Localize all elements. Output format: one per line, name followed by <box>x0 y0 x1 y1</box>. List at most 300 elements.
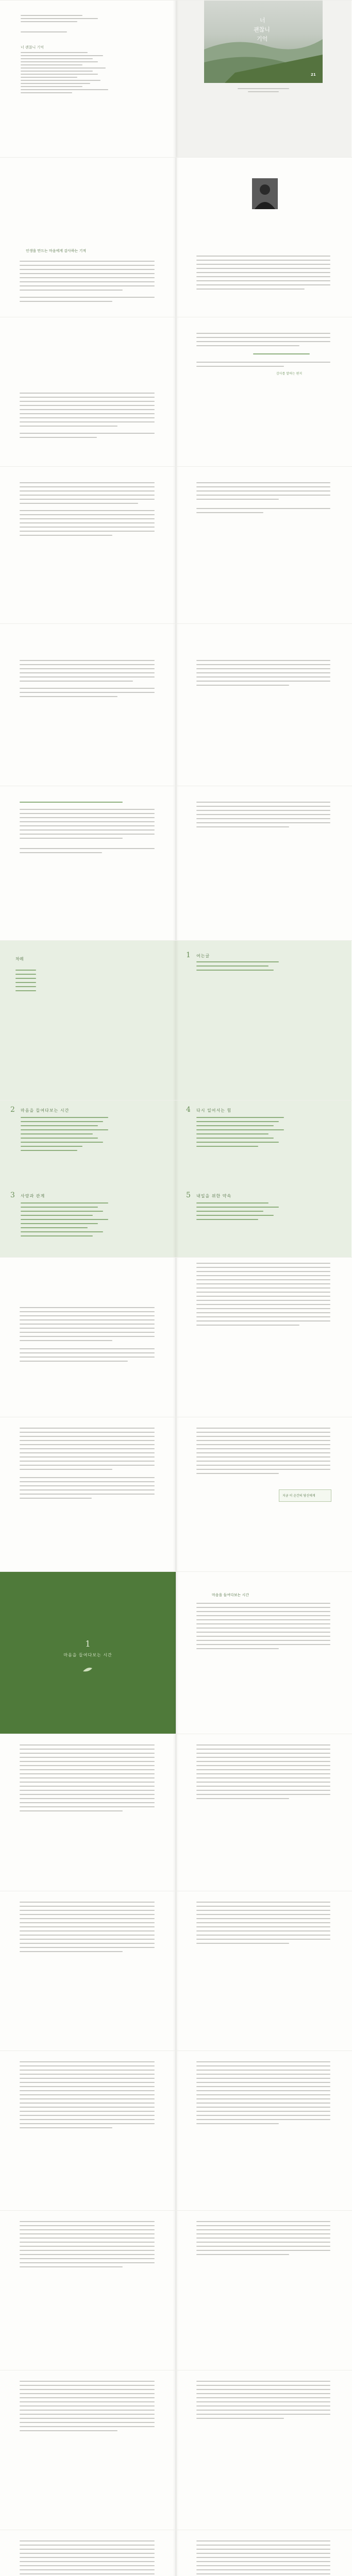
text-line <box>20 1452 155 1453</box>
text-line <box>196 2381 330 2382</box>
text-line <box>20 503 138 504</box>
text-line <box>20 1922 155 1923</box>
text-line <box>196 1906 330 1907</box>
text-line <box>196 1287 330 1289</box>
text-line <box>20 1744 155 1745</box>
text-line <box>20 482 155 483</box>
book-page <box>176 1258 351 1417</box>
text-line <box>196 1782 330 1783</box>
text-line <box>196 1765 330 1766</box>
text-line <box>20 405 155 406</box>
text-line <box>196 2082 330 2083</box>
text-line <box>196 810 330 811</box>
text-line <box>196 1611 330 1612</box>
gutter-shadow <box>173 941 179 1100</box>
text-line <box>248 91 279 92</box>
text-line <box>196 1926 330 1927</box>
book-page <box>176 2211 351 2370</box>
text-line <box>196 1603 330 1604</box>
gutter-shadow <box>173 2370 179 2530</box>
text-line <box>196 1428 330 1429</box>
text-line <box>20 1340 112 1341</box>
colophon-page <box>0 1 176 158</box>
cover-image <box>204 1 323 83</box>
text-line <box>20 1444 155 1445</box>
text-line <box>196 1798 289 1799</box>
text-line <box>21 15 82 16</box>
text-line <box>20 2225 155 2226</box>
text-line <box>196 664 330 665</box>
book-page <box>176 624 351 786</box>
text-line <box>20 2246 155 2247</box>
text-line <box>20 273 155 274</box>
text-line <box>196 2065 330 2066</box>
text-line <box>20 2549 155 2550</box>
colophon-heading: 너 괜찮니 기억 <box>21 45 44 49</box>
text-line <box>196 2233 330 2234</box>
text-line <box>196 2405 330 2406</box>
text-line <box>196 676 330 677</box>
text-line <box>196 1794 330 1795</box>
text-line <box>196 1202 269 1204</box>
text-line <box>20 2545 155 2546</box>
text-line <box>196 1619 330 1620</box>
text-line <box>20 688 155 689</box>
text-line <box>20 1319 155 1320</box>
cover-page <box>176 1 351 158</box>
book-page <box>0 1417 176 1572</box>
text-line <box>196 333 330 334</box>
text-line <box>20 834 155 835</box>
book-page <box>0 317 176 467</box>
text-line <box>196 490 330 492</box>
text-line <box>20 1943 155 1944</box>
text-line <box>196 2086 330 2087</box>
text-line <box>196 1930 330 1931</box>
text-line <box>20 2410 155 2411</box>
book-page <box>176 786 351 941</box>
text-line <box>196 341 330 342</box>
text-line <box>20 2098 155 2099</box>
text-line <box>20 838 123 839</box>
text-line <box>196 2401 330 2402</box>
text-line <box>20 1485 155 1486</box>
text-spread-8 <box>0 1891 352 2051</box>
text-line <box>20 676 155 677</box>
text-line <box>20 290 123 291</box>
text-line <box>20 2381 155 2382</box>
text-line <box>20 1361 128 1362</box>
cover-title-1: 너 <box>260 17 265 24</box>
text-line <box>196 1444 330 1445</box>
text-line <box>196 2565 330 2566</box>
text-line <box>21 52 88 53</box>
text-line <box>21 1202 108 1204</box>
text-line <box>20 281 155 282</box>
text-line <box>196 2561 330 2562</box>
publisher-mark: 21 <box>311 73 316 77</box>
text-line <box>20 1494 155 1495</box>
text-line <box>20 1906 155 1907</box>
text-line <box>20 2397 155 2398</box>
text-line <box>196 1440 330 1441</box>
text-spread-9 <box>0 2050 352 2211</box>
divider-chapter-title: 마음을 들여다보는 시간 <box>63 1653 112 1657</box>
toc-chapter-1-no: 1 <box>186 951 191 959</box>
text-line <box>20 409 155 410</box>
text-line <box>196 818 330 819</box>
text-line <box>20 1315 155 1316</box>
text-line <box>20 1311 155 1312</box>
text-line <box>196 802 330 803</box>
text-line <box>20 664 155 665</box>
text-line <box>20 1765 155 1766</box>
text-line <box>20 2233 155 2234</box>
text-spread-12 <box>0 2530 352 2576</box>
text-line <box>20 393 155 394</box>
toc-chapter-3-title: 사랑과 관계 <box>21 1194 45 1198</box>
text-line <box>20 829 155 831</box>
text-line <box>21 86 82 87</box>
text-line <box>20 1926 155 1927</box>
text-line <box>196 284 330 285</box>
text-line <box>196 1744 330 1745</box>
text-line <box>20 1939 155 1940</box>
text-line <box>20 1456 155 1458</box>
text-line <box>20 2115 155 2116</box>
book-page <box>0 2211 176 2370</box>
toc-chapter-3-no: 3 <box>10 1191 15 1199</box>
book-page <box>0 467 176 624</box>
text-line <box>20 527 155 528</box>
text-line <box>20 1348 155 1349</box>
text-line <box>20 660 155 661</box>
text-line <box>196 1312 330 1313</box>
text-line <box>196 1777 330 1778</box>
text-line <box>15 982 36 983</box>
text-line <box>196 2111 330 2112</box>
text-line <box>20 1324 155 1325</box>
text-line <box>196 260 330 261</box>
book-page <box>0 624 176 786</box>
text-line <box>20 1481 155 1482</box>
text-line <box>196 1757 330 1758</box>
text-line <box>196 1452 330 1453</box>
text-line <box>196 2389 330 2390</box>
text-line <box>196 1922 330 1923</box>
author-photo <box>252 178 278 209</box>
text-line <box>196 1325 299 1326</box>
text-line <box>20 261 155 262</box>
text-line <box>21 1133 93 1134</box>
text-line <box>196 2221 330 2222</box>
text-line <box>20 2107 155 2108</box>
text-line <box>20 510 155 511</box>
text-line <box>20 2430 118 2431</box>
text-line <box>20 535 112 536</box>
text-line <box>20 1332 155 1333</box>
text-line <box>21 1219 108 1220</box>
text-line <box>196 1142 279 1143</box>
text-line <box>196 2393 330 2394</box>
text-line <box>21 1235 93 1236</box>
text-line <box>196 2573 330 2574</box>
book-page <box>176 2051 351 2211</box>
quote-text: 지금 이 순간의 당신에게 <box>282 1494 315 1498</box>
gutter-shadow <box>173 1891 179 2051</box>
text-line <box>196 362 330 363</box>
text-line <box>20 2078 155 2079</box>
gutter-shadow <box>173 2530 179 2576</box>
dedication-closing: 감사를 말하는 편지 <box>276 372 303 376</box>
text-line <box>196 1935 330 1936</box>
text-line <box>20 1947 155 1948</box>
text-line <box>196 1271 330 1272</box>
text-line <box>196 1902 330 1903</box>
text-line <box>196 495 330 496</box>
text-line <box>20 1806 155 1807</box>
text-line <box>20 668 155 669</box>
text-line <box>196 1469 330 1470</box>
text-line <box>20 1428 155 1429</box>
text-line <box>20 1440 155 1441</box>
text-line <box>20 495 155 496</box>
text-line <box>196 814 330 815</box>
text-line <box>196 1461 330 1462</box>
text-line <box>196 1773 330 1774</box>
text-line <box>20 2389 155 2390</box>
text-line <box>20 809 155 810</box>
text-line <box>196 1615 330 1616</box>
text-line <box>20 1461 155 1462</box>
book-page <box>0 1258 176 1417</box>
text-line <box>196 2107 330 2108</box>
text-line <box>196 1648 279 1649</box>
book-page <box>176 2370 351 2530</box>
book-page <box>0 2530 176 2576</box>
text-line <box>20 522 155 523</box>
text-spread-2 <box>0 466 352 624</box>
text-line <box>20 499 155 500</box>
text-line <box>21 1146 82 1147</box>
text-line <box>196 965 269 967</box>
quote-box <box>279 1489 331 1502</box>
book-page <box>176 2530 351 2576</box>
text-line <box>196 1275 330 1276</box>
text-line <box>20 848 155 849</box>
text-line <box>20 397 155 398</box>
dedication-title: 인생을 만드는 마음에게 감사하는 기적 <box>26 249 87 253</box>
text-line <box>196 2397 330 2398</box>
text-line <box>20 421 155 422</box>
text-line <box>196 1456 330 1458</box>
text-line <box>20 2086 155 2087</box>
text-line <box>20 1798 155 1799</box>
text-line <box>196 681 330 682</box>
text-line <box>20 2127 112 2128</box>
text-line <box>20 1902 155 1903</box>
text-line <box>196 1448 330 1449</box>
gutter-shadow <box>173 1 179 158</box>
toc-heading: 차례 <box>15 957 24 961</box>
text-line <box>196 1121 279 1122</box>
text-line <box>196 2410 330 2411</box>
text-line <box>20 1357 155 1358</box>
text-spread-10 <box>0 2210 352 2370</box>
text-line <box>21 83 90 84</box>
text-line <box>20 2082 155 2083</box>
text-line <box>20 1810 123 1811</box>
toc-left-page <box>0 941 176 1100</box>
text-spread-7 <box>0 1734 352 1891</box>
toc-chapter-2-title: 마음을 들여다보는 시간 <box>21 1108 70 1113</box>
text-line <box>196 2385 330 2386</box>
author-page <box>176 158 351 317</box>
book-page <box>0 1891 176 2051</box>
toc-chapter-5-no: 5 <box>186 1191 191 1199</box>
text-line <box>20 2426 155 2427</box>
text-line <box>21 74 98 75</box>
text-line <box>20 417 155 418</box>
text-line <box>196 1304 330 1305</box>
text-line <box>196 1133 269 1134</box>
text-line <box>196 1607 330 1608</box>
text-line <box>20 2111 155 2112</box>
cover-spread <box>0 0 352 158</box>
text-line <box>20 2242 155 2243</box>
gutter-shadow <box>173 2051 179 2211</box>
text-line <box>20 413 155 414</box>
text-spread-4 <box>0 786 352 941</box>
text-line <box>196 1129 284 1130</box>
text-line <box>20 433 155 434</box>
text-line <box>196 1316 330 1317</box>
text-line <box>21 1211 103 1212</box>
text-line <box>20 692 155 693</box>
text-line <box>20 817 155 818</box>
text-line <box>20 2422 155 2423</box>
text-line <box>196 1432 330 1433</box>
text-line <box>20 1432 155 1433</box>
text-line <box>196 2061 330 2062</box>
text-spread-11 <box>0 2370 352 2530</box>
text-line <box>196 1263 330 1264</box>
text-line <box>196 660 330 661</box>
text-line <box>20 401 155 402</box>
book-page <box>176 1100 351 1258</box>
text-line <box>21 1207 98 1208</box>
text-spread-1 <box>0 317 352 467</box>
text-line <box>196 822 330 823</box>
text-line <box>196 512 263 513</box>
text-line <box>20 437 97 438</box>
text-line <box>196 1117 284 1118</box>
text-line <box>196 2557 330 2558</box>
text-line <box>253 353 310 354</box>
text-line <box>196 2545 330 2546</box>
text-line <box>21 71 93 72</box>
text-line <box>20 1336 155 1337</box>
text-line <box>196 1623 330 1624</box>
text-line <box>20 1786 155 1787</box>
text-line <box>20 1436 155 1437</box>
text-line <box>21 1142 103 1143</box>
text-line <box>196 1632 330 1633</box>
text-line <box>20 825 155 826</box>
text-line <box>20 2414 155 2415</box>
text-line <box>15 978 36 979</box>
text-line <box>196 826 289 827</box>
text-line <box>21 89 108 90</box>
gutter-shadow <box>173 1100 179 1258</box>
text-line <box>196 2254 289 2255</box>
text-line <box>20 518 155 519</box>
gutter-shadow <box>173 158 179 317</box>
text-line <box>20 852 102 853</box>
book-page <box>0 786 176 941</box>
text-line <box>21 18 98 19</box>
text-line <box>21 92 72 93</box>
gutter-shadow <box>173 786 179 941</box>
text-line <box>196 1300 330 1301</box>
subhead-1: 마음을 들여다보는 시간 <box>212 1593 249 1597</box>
text-line <box>196 1320 330 1321</box>
text-line <box>20 486 155 487</box>
text-spread-6 <box>0 1417 352 1572</box>
text-line <box>20 2266 123 2267</box>
text-line <box>21 64 82 65</box>
text-line <box>20 821 155 822</box>
gutter-shadow <box>173 1734 179 1891</box>
text-line <box>196 2225 330 2226</box>
text-line <box>15 990 36 991</box>
cover-title-3: 기억 <box>257 36 268 42</box>
section-divider-spread <box>0 1571 352 1734</box>
text-line <box>20 2258 155 2259</box>
text-line <box>21 31 67 32</box>
text-line <box>20 1910 155 1911</box>
toc-chapters-spread <box>0 1100 352 1258</box>
text-line <box>21 58 93 59</box>
text-line <box>196 1628 330 1629</box>
text-line <box>20 1773 155 1774</box>
text-line <box>196 1267 330 1268</box>
text-line <box>196 1296 330 1297</box>
toc-chapter-4-title: 다시 일어서는 힘 <box>196 1108 232 1113</box>
text-line <box>238 88 289 89</box>
book-page <box>176 1572 351 1734</box>
text-line <box>20 1790 155 1791</box>
text-line <box>196 970 274 971</box>
text-line <box>196 2414 330 2415</box>
text-line <box>15 970 36 971</box>
text-line <box>196 1215 274 1216</box>
book-page <box>176 317 351 467</box>
book-page <box>176 467 351 624</box>
text-line <box>196 2569 330 2570</box>
text-line <box>20 2250 155 2251</box>
text-line <box>20 2393 155 2394</box>
dedication-page <box>0 158 176 317</box>
text-line <box>21 1231 103 1232</box>
text-line <box>196 2074 330 2075</box>
text-line <box>20 2065 155 2066</box>
text-line <box>21 1125 98 1126</box>
text-line <box>21 80 100 81</box>
text-line <box>196 668 330 669</box>
text-line <box>20 1769 155 1770</box>
text-line <box>20 672 155 673</box>
